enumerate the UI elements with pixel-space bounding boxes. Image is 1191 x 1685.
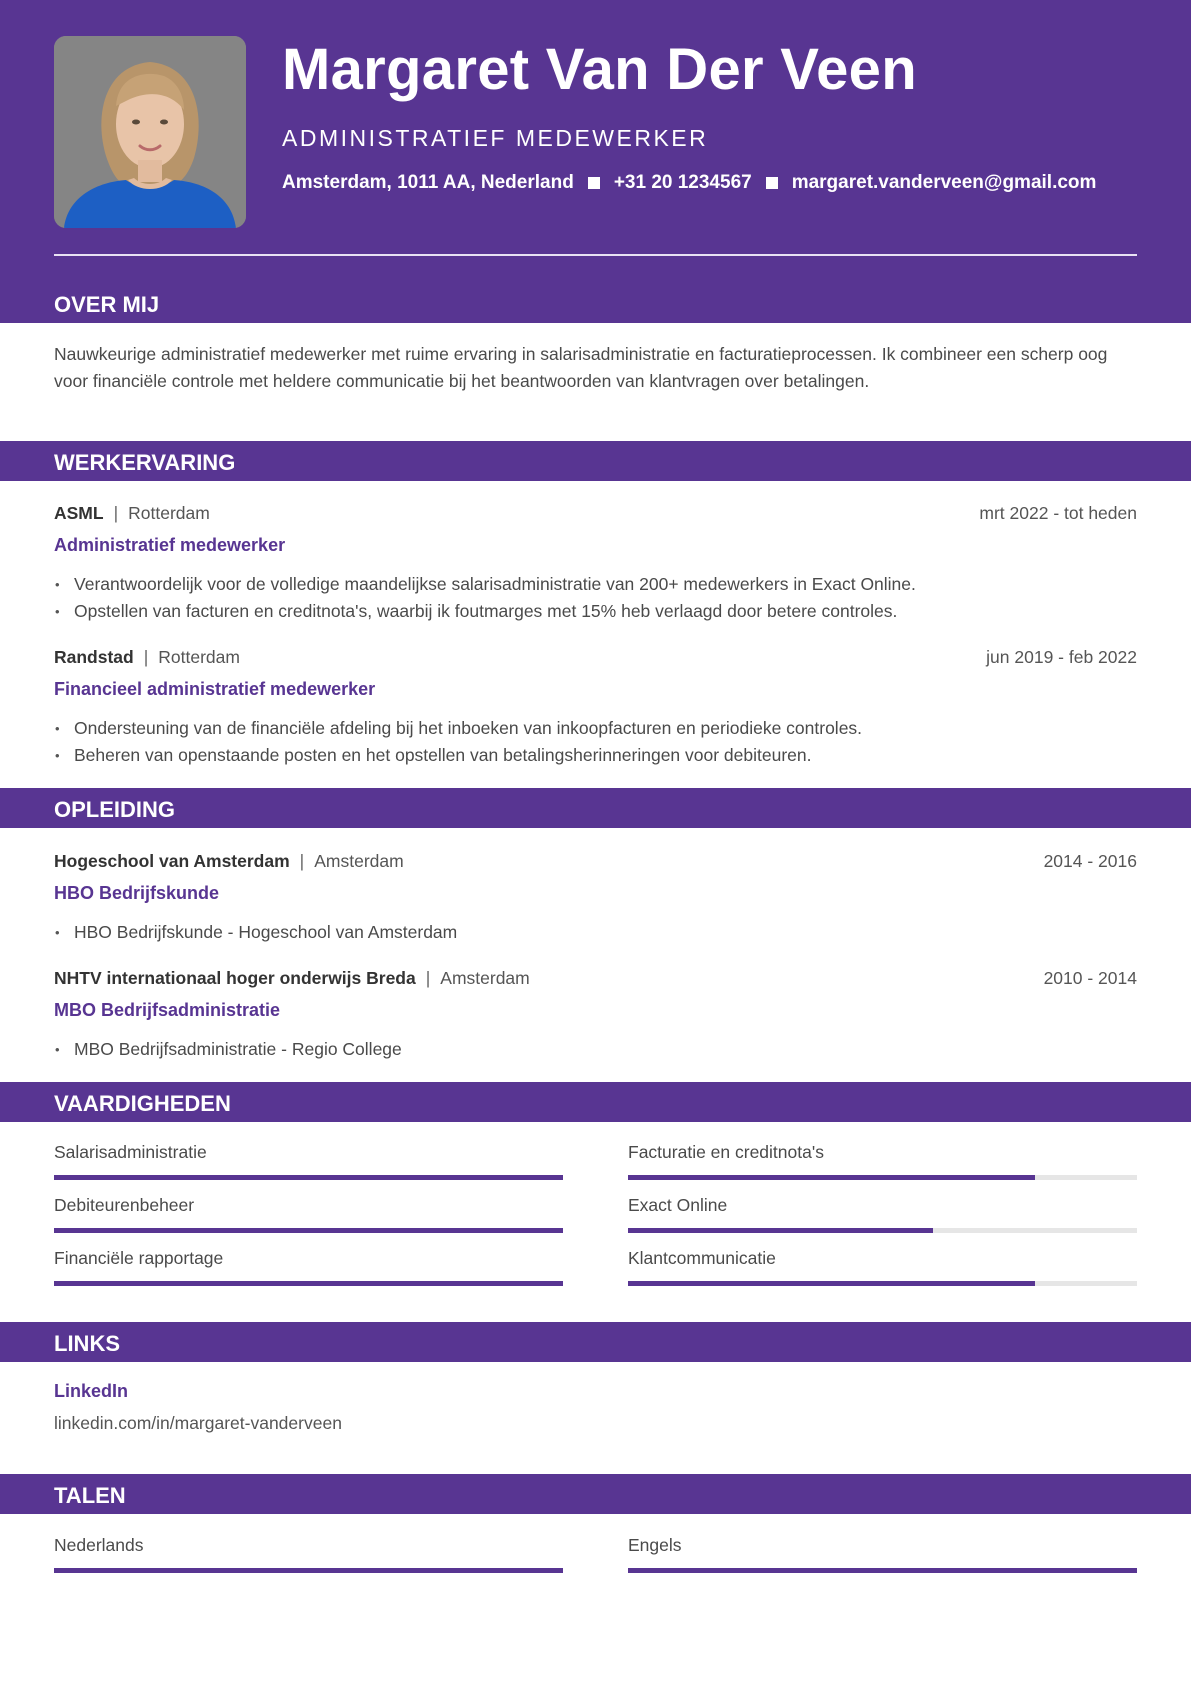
education-bullets: [54, 919, 1137, 946]
skill-bar-fill: [54, 1175, 563, 1180]
education-bullets: [54, 1036, 1137, 1063]
list-item: • Beheren van openstaande posten en het opstellen van betalingsherinneringen voor debiteuren.: [54, 742, 1137, 769]
school-city: Amsterdam: [440, 968, 530, 988]
skill-bar: [628, 1228, 1137, 1233]
job-bullets: [54, 715, 1137, 769]
education-dates: 2014 - 2016: [1043, 851, 1137, 871]
language-bar-fill: [628, 1568, 1137, 1573]
location-text: Amsterdam, 1011 AA, Nederland: [282, 172, 574, 193]
about-text: Nauwkeurige administratief medewerker met ruime ervaring in salarisadministratie en facturatieprocessen. Ik combineer een scherp oog voor financiële controle met heldere communicatie bij het beantwoorden van klantvragen over betalingen.: [54, 344, 1108, 391]
skill-item: [628, 1248, 1137, 1286]
degree-title: HBO Bedrijfskunde: [54, 883, 220, 903]
job-dates: mrt 2022 - tot heden: [979, 503, 1137, 523]
header-divider: [54, 254, 1137, 256]
job-dates: jun 2019 - feb 2022: [986, 647, 1137, 667]
language-item: [54, 1535, 563, 1573]
skill-bar-fill: [628, 1175, 1035, 1180]
section-title-about: OVER MIJ: [0, 283, 1191, 323]
skill-bar-fill: [628, 1281, 1035, 1286]
phone-text: +31 20 1234567: [613, 172, 752, 193]
skill-item: [54, 1248, 563, 1286]
section-title-education: OPLEIDING: [0, 788, 1191, 828]
job-title: ADMINISTRATIEF MEDEWERKER: [282, 125, 709, 151]
job-header: [54, 503, 1137, 524]
education-header: [54, 968, 1137, 989]
list-item: • MBO Bedrijfsadministratie - Regio College: [54, 1036, 1137, 1063]
school-name: Hogeschool van Amsterdam: [54, 851, 290, 871]
school-name: NHTV internationaal hoger onderwijs Breda: [54, 968, 416, 988]
language-label: Engels: [628, 1535, 682, 1555]
skill-label: Debiteurenbeheer: [54, 1195, 195, 1215]
job-company: Randstad: [54, 647, 134, 667]
separator: |: [113, 503, 119, 523]
resume-header: [0, 0, 1191, 323]
skill-bar: [54, 1228, 563, 1233]
section-title-links: LINKS: [0, 1322, 1191, 1362]
section-title-languages: TALEN: [0, 1474, 1191, 1514]
separator: |: [143, 647, 149, 667]
skill-bar: [628, 1175, 1137, 1180]
skill-bar-fill: [628, 1228, 933, 1233]
skill-bar-fill: [54, 1228, 563, 1233]
education-header: [54, 851, 1137, 872]
list-item: • HBO Bedrijfskunde - Hogeschool van Amsterdam: [54, 919, 1137, 946]
language-item: [628, 1535, 1137, 1573]
language-bar-fill: [54, 1568, 563, 1573]
contact-info: [282, 172, 1096, 194]
separator: |: [299, 851, 305, 871]
skill-item: [54, 1195, 563, 1233]
list-item: • Opstellen van facturen en creditnota's, waarbij ik foutmarges met 15% heb verlaagd door betere controles.: [54, 598, 1137, 625]
skill-label: Salarisadministratie: [54, 1142, 207, 1162]
skill-label: Facturatie en creditnota's: [628, 1142, 824, 1162]
school-city: Amsterdam: [314, 851, 404, 871]
separator: |: [425, 968, 431, 988]
email-link[interactable]: margaret.vanderveen@gmail.com: [791, 172, 1097, 193]
language-bar: [628, 1568, 1137, 1573]
portrait-illustration: [54, 36, 246, 228]
profile-photo: [54, 36, 246, 228]
section-title-experience: WERKERVARING: [0, 441, 1191, 481]
skill-item: [628, 1142, 1137, 1180]
job-city: Rotterdam: [158, 647, 240, 667]
job-city: Rotterdam: [128, 503, 210, 523]
degree-title: MBO Bedrijfsadministratie: [54, 1000, 281, 1020]
job-company: ASML: [54, 503, 104, 523]
skill-item: [628, 1195, 1137, 1233]
section-title-skills: VAARDIGHEDEN: [0, 1082, 1191, 1122]
skill-label: Exact Online: [628, 1195, 728, 1215]
list-item: • Ondersteuning van de financiële afdeling bij het inboeken van inkoopfacturen en periodieke controles.: [54, 715, 1137, 742]
skill-bar: [54, 1175, 563, 1180]
skill-label: Financiële rapportage: [54, 1248, 224, 1268]
job-header: [54, 647, 1137, 668]
square-bullet-icon: [588, 177, 600, 189]
skill-item: [54, 1142, 563, 1180]
skill-bar-fill: [54, 1281, 563, 1286]
skill-label: Klantcommunicatie: [628, 1248, 776, 1268]
list-item: • Verantwoordelijk voor de volledige maandelijkse salarisadministratie van 200+ medewerkers in Exact Online.: [54, 571, 1137, 598]
language-label: Nederlands: [54, 1535, 144, 1555]
education-dates: 2010 - 2014: [1043, 968, 1137, 988]
job-bullets: [54, 571, 1137, 625]
linkedin-label: LinkedIn: [54, 1381, 129, 1401]
skill-bar: [54, 1281, 563, 1286]
square-bullet-icon: [766, 177, 778, 189]
job-role: Financieel administratief medewerker: [54, 679, 376, 699]
linkedin-link[interactable]: linkedin.com/in/margaret-vanderveen: [54, 1413, 342, 1433]
language-bar: [54, 1568, 563, 1573]
job-role: Administratief medewerker: [54, 535, 286, 555]
full-name: Margaret Van Der Veen: [282, 37, 917, 102]
skill-bar: [628, 1281, 1137, 1286]
